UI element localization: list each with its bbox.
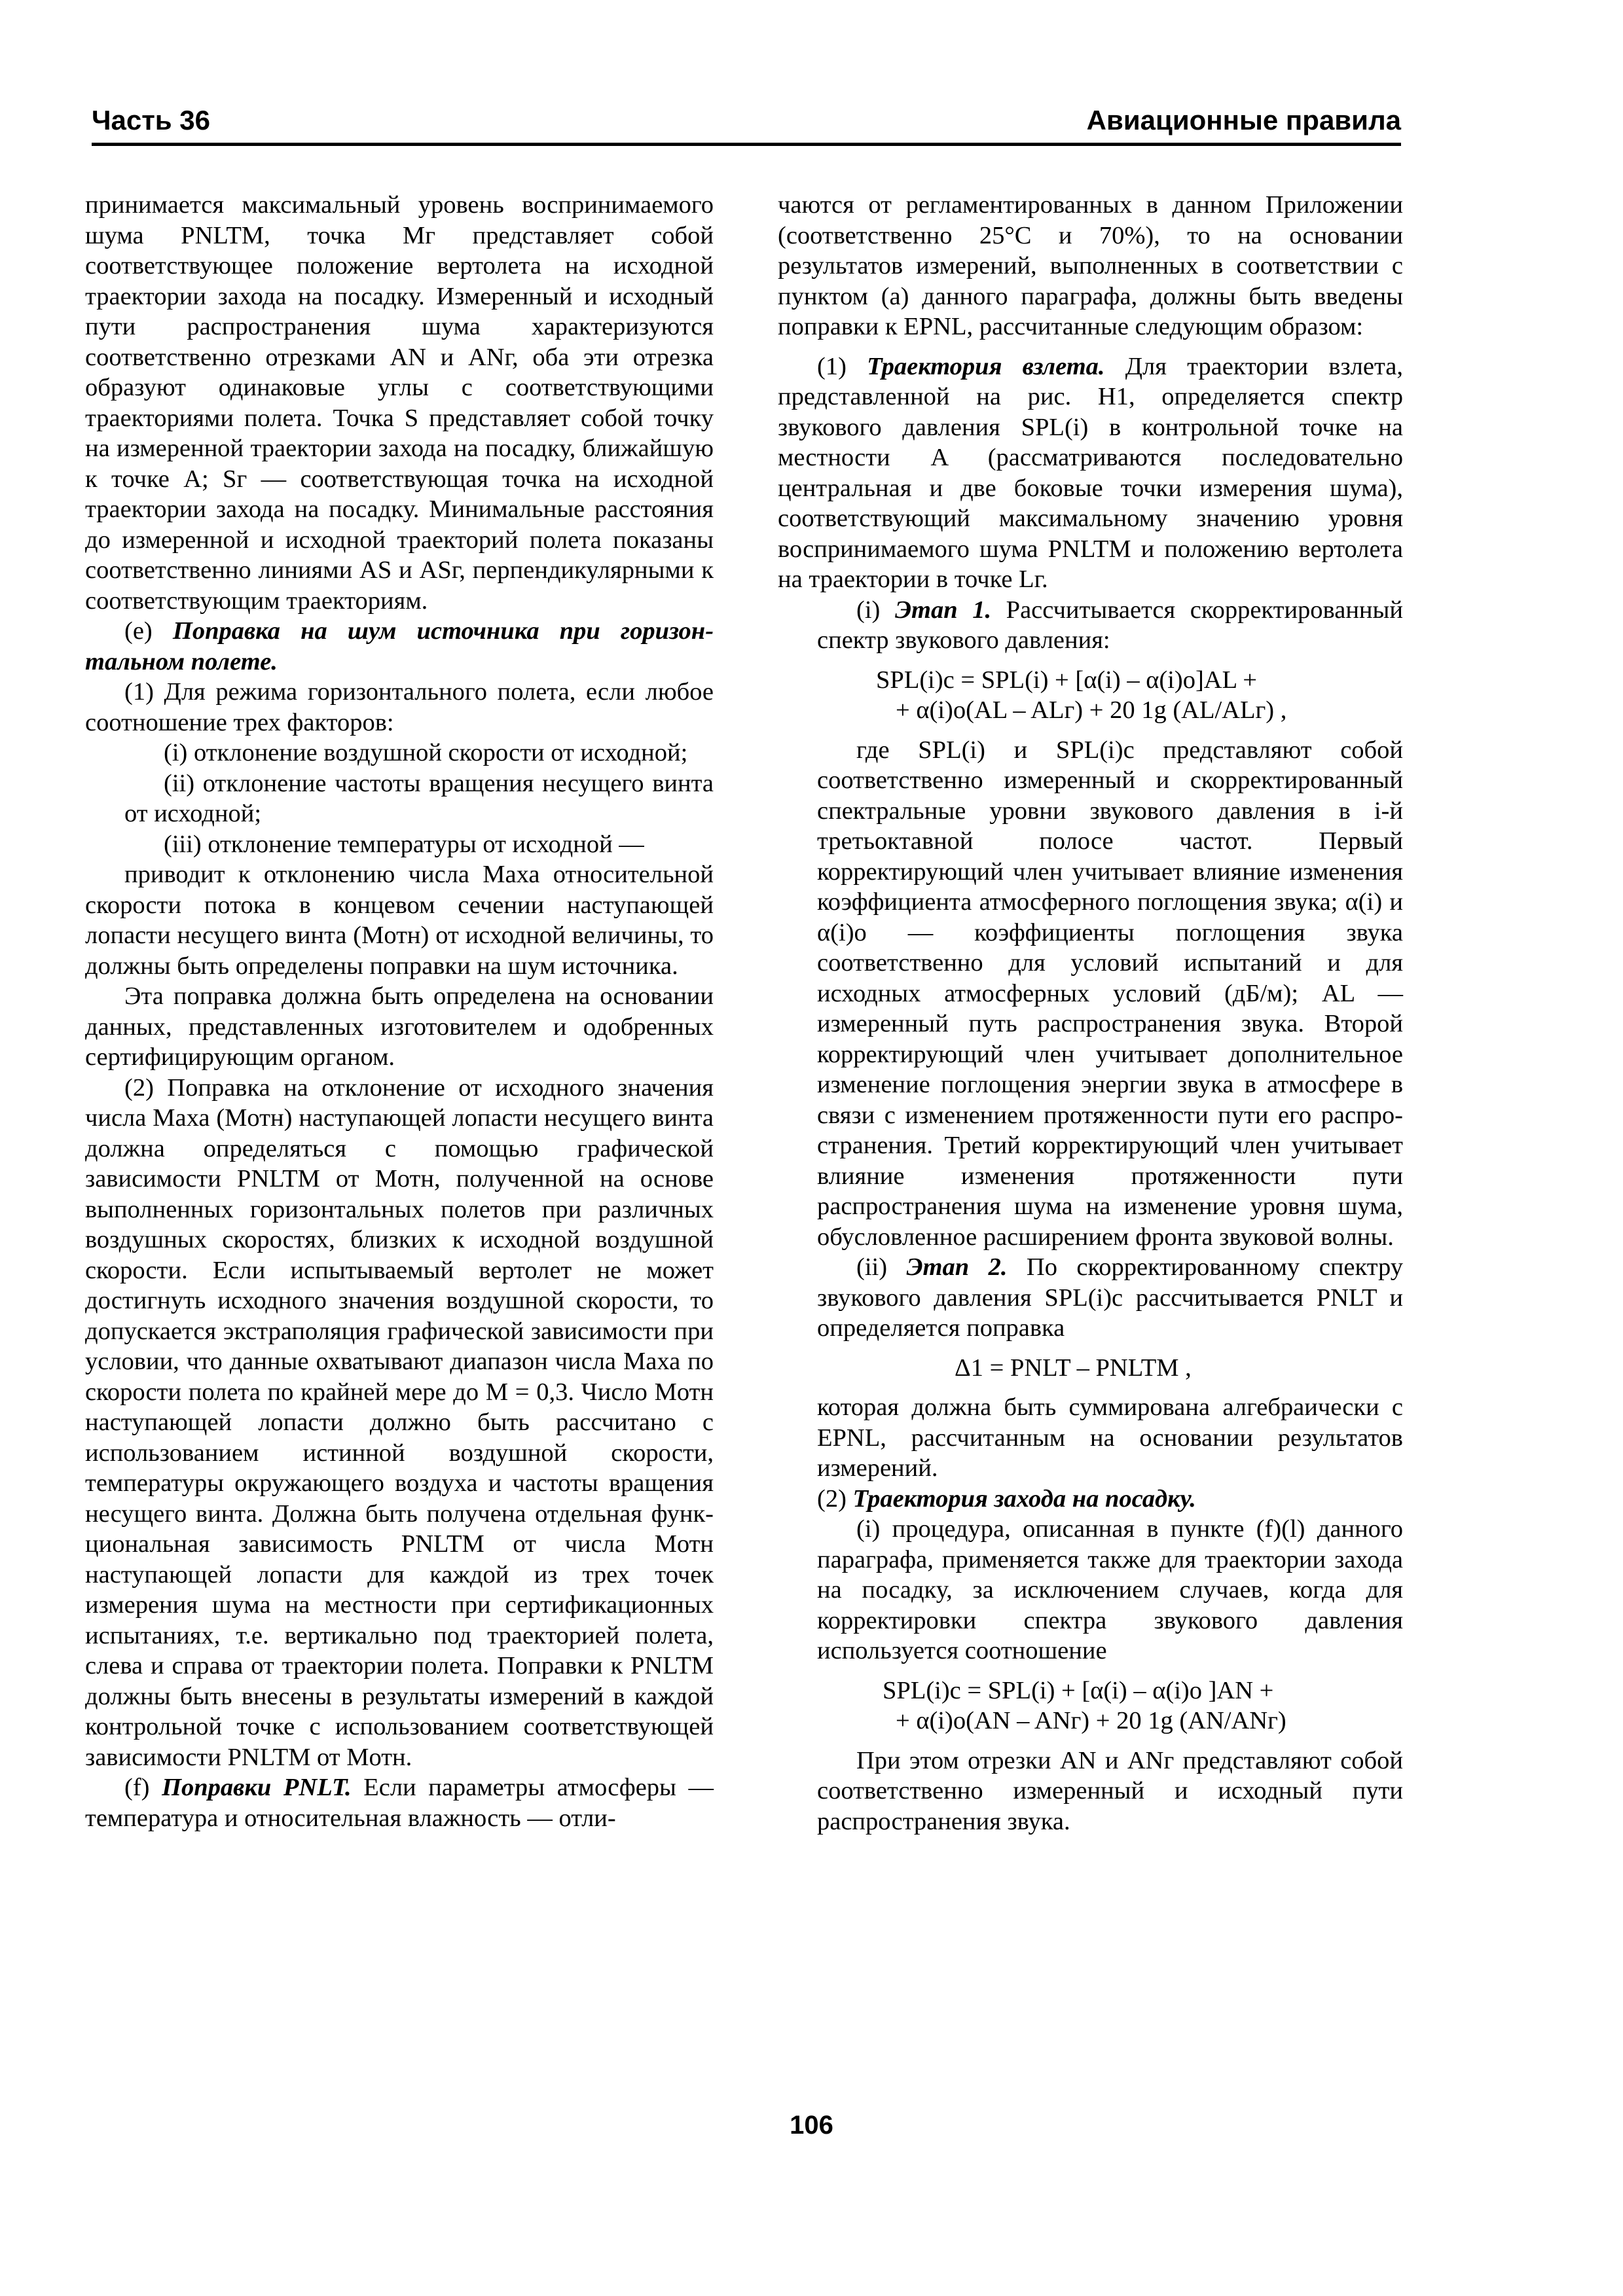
document-title: Авиационные правила: [1086, 105, 1401, 135]
stage-1: [778, 595, 1403, 656]
section-e1-note: Эта поправка должна быть определена на основании данных, представленных изготовителем и одобренных сертифицирующим органом.: [85, 982, 714, 1071]
list-item-ii: (ii) отклонение частоты вращения несущего винта от исходной;: [124, 769, 714, 827]
right-column: [778, 190, 1403, 1837]
landing-marker: (2): [817, 1484, 853, 1513]
section-f-marker: (f): [124, 1774, 162, 1801]
landing-explanation: При этом отрезки AN и ANг представляют собой соответственно измеренный и исходный пути распространения звука.: [817, 1746, 1403, 1835]
paragraph-continuation: чаются от регламентированных в данном Приложении (соответственно 25°C и 70%), то на основании результатов измерений, выполненных в соответствии с пунктом (a) данного параграфа, должны быть введены поправки к EPNL, рассчитанные следующим образом:: [778, 191, 1403, 340]
stage-2-explanation: которая должна быть суммирована алгебраически с EPNL, рассчитанным на основании результатов измерений.: [817, 1393, 1403, 1482]
paragraph-pnltm-points: принимается максимальный уровень воспринимаемого шума PNLTM, точка Mг представляет собой соответствующее положение вертолета на исходной траектории захода на посадку. Измеренный и исходный пути распространения шума характеризуются соответственно отрезками AN и ANг, оба эти отрезка образуют одинаковые углы с соответствующими траекториями полета. Точка S представляет собой точку на измеренной траектории захода на посадку, ближайшую к точке A; Sг — соответствующая точка на исходной траектории захода на посадку. Минимальные расстояния до измеренной и исходной траекторий полета показаны соответственно линиями AS и ASг, перпендикулярными к соответствующим траекториям.: [85, 191, 714, 615]
section-e-marker: (e): [124, 617, 173, 645]
list-item-i: (i) отклонение воздушной скорости от исходной;: [164, 739, 688, 766]
stage-2: [778, 1252, 1403, 1344]
stage-1-text: Рассчитывается скорректированный спектр звукового давления:: [817, 596, 1403, 654]
takeoff-trajectory: [778, 351, 1403, 595]
landing-procedure: (i) процедура, описанная в пункте (f)(l) данного параграфа, применяется также для траектории захода на посадку, за исключением случаев, когда для корректировки спектра звукового давления используется соотношение: [817, 1515, 1403, 1664]
list-item-iii: (iii) отклонение температуры от исходной —: [164, 830, 644, 858]
formula-spl-takeoff-line2: + α(i)o(AL – ALг) + 20 1g (AL/ALг) ,: [896, 696, 1287, 724]
takeoff-text: Для траектории взлета, представленной на рис. H1, определяется спектр звукового давления SPL(i) в контрольной точке на местности A (рассматриваются последовательно центральная и две боковые точки измерения шума), соответствующий максимальному значению уровня воспринимаемого шума PNLTM и положению вертолета на траектории в точке Lг.: [778, 352, 1403, 593]
takeoff-title: Траектория взлета.: [867, 352, 1105, 380]
formula-spl-landing-line2: + α(i)o(AN – ANг) + 20 1g (AN/ANг): [896, 1707, 1286, 1734]
landing-trajectory: [778, 1484, 1403, 1515]
stage-2-marker: (ii): [856, 1253, 907, 1281]
stage-2-title: Этап 2.: [906, 1253, 1008, 1281]
landing-title: Траектория захода на посадку.: [852, 1484, 1196, 1513]
stage-2-text: По скорректированному спектру звукового давления SPL(i)c рассчитывается PNLT и определяется поправка: [817, 1253, 1403, 1342]
section-e1-continuation: приводит к отклонению числа Маха относительной скорости потока в концевом сечении наступающей лопасти несущего винта (Mотн) от исходной величины, то должны быть определены поправки на шум источника.: [85, 861, 714, 980]
takeoff-marker: (1): [817, 352, 867, 380]
section-e2: (2) Поправка на отклонение от исходного значения числа Маха (Mотн) наступающей лопасти несущего винта должна определяться с помощью графической зависимости PNLTM от Mотн, полученной на основе выполненных горизонтальных полетов при различных воздушных скоростях, близких к исходной воздушной скорости. Если испытываемый вертолет не может достигнуть исходного значения воздушной скорости, то допускается экстраполяция графической зависимости при условии, что данные охватывают диапазон числа Маха по скорости полета по крайней мере до M = 0,3. Число Mотн наступающей лопасти должно быть рассчитано с использованием истинной воздушной скорости, температуры окружающего воздуха и частоты вращения несущего винта. Должна быть получена отдельная функциональная зависимость PNLTM от числа Mотн наступающей лопасти для каждой из трех точек измерения шума на местности при сертификационных испытаниях, т.е. вертикально под траекторией полета, слева и справа от траектории полета. Поправки к PNLTM должны быть внесены в результаты измерений в каждой контрольной точке с использованием соответствующей зависимости PNLTM от Mотн.: [85, 1073, 714, 1771]
formula-delta: Δ1 = PNLT – PNLTM ,: [955, 1354, 1192, 1382]
page-header: [92, 105, 1401, 144]
section-f-heading: [85, 1772, 714, 1833]
section-e-title: Поправка на шум источника при горизонтальном полете.: [85, 617, 714, 675]
section-f-text: Если параметры атмосферы — температура и относительная влажность — отли-: [85, 1774, 714, 1832]
formula-spl-takeoff-line1: SPL(i)c = SPL(i) + [α(i) – α(i)o]AL +: [876, 666, 1258, 694]
stage-1-marker: (i): [856, 596, 895, 624]
page-number: 106: [790, 2111, 833, 2140]
stage-1-title: Этап 1.: [894, 596, 992, 624]
section-e-heading: [85, 616, 714, 677]
part-label: Часть 36: [92, 105, 211, 135]
stage-1-explanation: где SPL(i) и SPL(i)c представляют собой соответственно измеренный и скорректированный спектральные уровни звукового давления в i-й третьоктавной полосе частот. Первый корректирующий член учитывает влияние изменения коэффициента атмосферного поглощения звука; α(i) и α(i)o — коэффициенты поглощения звука соответственно для условий испытаний и для исходных атмосферных условий (дБ/м); AL — измеренный путь распространения звука. Второй корректирующий член учитывает дополнительное изменение поглощения энергии звука в атмосфере в связи с изменением протяженности пути его распространения. Третий корректирующий член учитывает влияние изменения протяженности пути распространения шума на изменение уровня шума, обусловленное расширением фронта звуковой волны.: [817, 736, 1403, 1251]
formula-spl-landing-line1: SPL(i)c = SPL(i) + [α(i) – α(i)o ]AN +: [883, 1676, 1274, 1704]
section-f-title: Поправки PNLT.: [162, 1774, 352, 1801]
header-divider: [92, 143, 1401, 146]
left-column: [85, 190, 714, 1833]
section-e1: (1) Для режима горизонтального полета, если любое соотношение трех факторов:: [85, 678, 714, 736]
